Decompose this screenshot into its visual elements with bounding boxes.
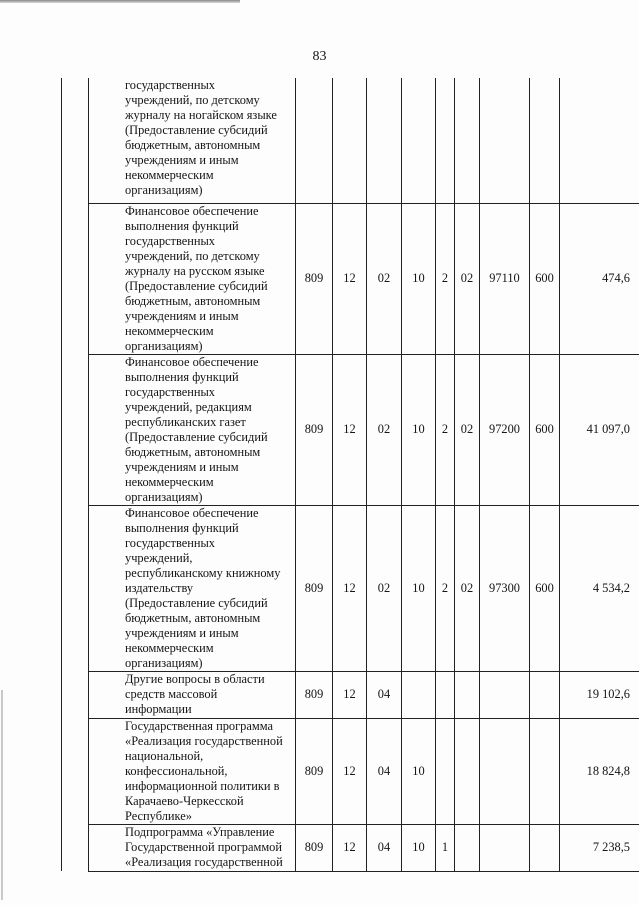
direction-code: 97300: [480, 505, 530, 671]
table-row: [62, 203, 639, 354]
item-name: Другие вопросы в области средств массовой информации: [89, 671, 296, 718]
block-code: 02: [455, 203, 480, 354]
table-row: [62, 718, 639, 824]
expense-type-code: [530, 671, 560, 718]
section-code: 12: [333, 354, 367, 505]
amount-value: 41 097,0: [560, 354, 639, 505]
direction-code: [480, 78, 530, 203]
budget-table: [61, 78, 639, 872]
section-code: [333, 78, 367, 203]
table-row: [62, 354, 639, 505]
ministry-code: [296, 78, 333, 203]
table-row: [62, 505, 639, 671]
program-code: [402, 671, 436, 718]
index-cell: [62, 354, 89, 505]
direction-code: [480, 718, 530, 824]
direction-code: [480, 671, 530, 718]
program-code: [402, 78, 436, 203]
expense-type-code: 600: [530, 203, 560, 354]
ministry-code: 809: [296, 354, 333, 505]
item-name: Государственная программа «Реализация государственной национальной, конфессиональной, информационной политики в Карачаево-Черкесской Республике»: [89, 718, 296, 824]
amount-value: 7 238,5: [560, 824, 639, 871]
subprogram-code: 1: [436, 824, 455, 871]
index-cell: [62, 718, 89, 824]
program-code: 10: [402, 718, 436, 824]
subsection-code: 04: [367, 824, 402, 871]
amount-value: 474,6: [560, 203, 639, 354]
ministry-code: 809: [296, 203, 333, 354]
expense-type-code: [530, 824, 560, 871]
amount-value: 4 534,2: [560, 505, 639, 671]
subsection-code: 02: [367, 354, 402, 505]
subprogram-code: [436, 78, 455, 203]
section-code: 12: [333, 505, 367, 671]
index-cell: [62, 824, 89, 871]
item-name: Финансовое обеспечение выполнения функций государственных учреждений, республиканскому книжному издательству (Предоставление субсидий бюджетным, автономным учреждениям и иным некоммерческим организациям): [89, 505, 296, 671]
program-code: 10: [402, 505, 436, 671]
scan-shadow: [0, 0, 240, 3]
table-row: [62, 78, 639, 203]
direction-code: 97110: [480, 203, 530, 354]
block-code: [455, 718, 480, 824]
item-name: Финансовое обеспечение выполнения функций государственных учреждений, редакциям республиканских газет (Предоставление субсидий бюджетным, автономным учреждениям и иным некоммерческим организациям): [89, 354, 296, 505]
ministry-code: 809: [296, 718, 333, 824]
scan-edge: [1, 690, 3, 900]
index-cell: [62, 203, 89, 354]
section-code: 12: [333, 824, 367, 871]
item-name: государственных учреждений, по детскому журналу на ногайском языке (Предоставление субсидий бюджетным, автономным учреждениям и иным некоммерческим организациям): [89, 78, 296, 203]
amount-value: [560, 78, 639, 203]
table-row: [62, 671, 639, 718]
direction-code: 97200: [480, 354, 530, 505]
index-cell: [62, 78, 89, 203]
item-name: Подпрограмма «Управление Государственной программой «Реализация государственной: [89, 824, 296, 871]
subsection-code: 04: [367, 671, 402, 718]
subprogram-code: 2: [436, 354, 455, 505]
expense-type-code: [530, 718, 560, 824]
block-code: 02: [455, 505, 480, 671]
ministry-code: 809: [296, 671, 333, 718]
block-code: [455, 78, 480, 203]
expense-type-code: [530, 78, 560, 203]
subsection-code: 04: [367, 718, 402, 824]
ministry-code: 809: [296, 505, 333, 671]
ministry-code: 809: [296, 824, 333, 871]
subprogram-code: [436, 718, 455, 824]
block-code: 02: [455, 354, 480, 505]
subprogram-code: [436, 671, 455, 718]
table-row: [62, 824, 639, 871]
direction-code: [480, 824, 530, 871]
subprogram-code: 2: [436, 505, 455, 671]
subsection-code: 02: [367, 505, 402, 671]
section-code: 12: [333, 203, 367, 354]
subsection-code: 02: [367, 203, 402, 354]
index-cell: [62, 505, 89, 671]
program-code: 10: [402, 203, 436, 354]
section-code: 12: [333, 718, 367, 824]
program-code: 10: [402, 824, 436, 871]
program-code: 10: [402, 354, 436, 505]
subprogram-code: 2: [436, 203, 455, 354]
page-number: 83: [312, 49, 327, 64]
index-cell: [62, 671, 89, 718]
expense-type-code: 600: [530, 354, 560, 505]
expense-type-code: 600: [530, 505, 560, 671]
amount-value: 19 102,6: [560, 671, 639, 718]
block-code: [455, 671, 480, 718]
block-code: [455, 824, 480, 871]
section-code: 12: [333, 671, 367, 718]
amount-value: 18 824,8: [560, 718, 639, 824]
item-name: Финансовое обеспечение выполнения функций государственных учреждений, по детскому журналу на русском языке (Предоставление субсидий бюджетным, автономным учреждениям и иным некоммерческим организациям): [89, 203, 296, 354]
subsection-code: [367, 78, 402, 203]
